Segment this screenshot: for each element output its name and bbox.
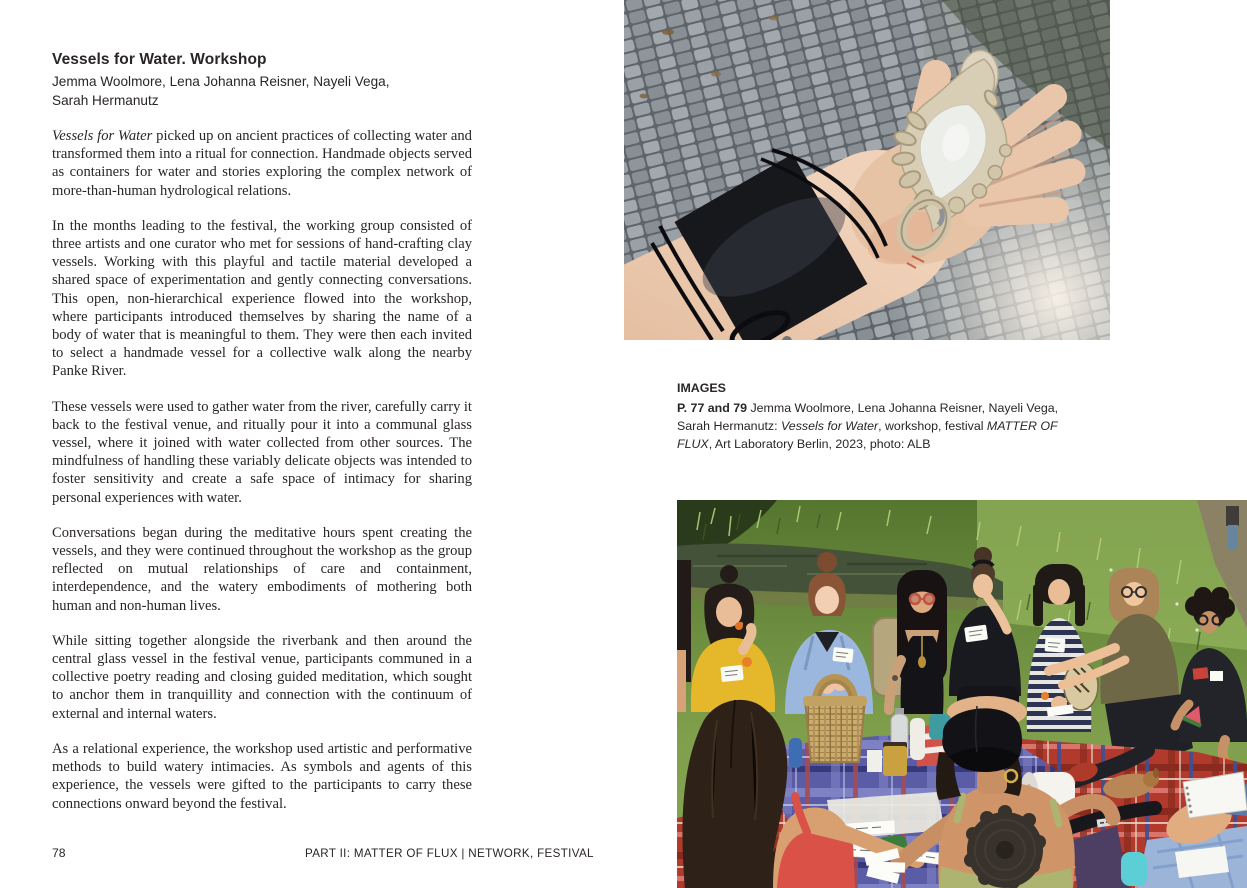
- caption-text: P. 77 and 79 Jemma Woolmore, Lena Johanna Reisner, Nayeli Vega, Sarah Hermanutz: Vessels for Water, workshop, festival MATTER OF FLUX, Art Laboratory Berlin, 2023, photo: ALB: [677, 401, 1059, 451]
- work-title-italic: Vessels for Water: [52, 128, 153, 144]
- amber-jar: [883, 746, 907, 776]
- image-caption: [677, 379, 1089, 453]
- article-authors: [52, 73, 472, 110]
- paragraph-5: While sitting together alongside the riverbank and then around the central glass vessel in the festival venue, participants communed in a collective poetry reading and closing guided meditation, which sought to anchor them in tranquillity and connection with the continuum of external and internal waters.: [52, 632, 472, 722]
- paragraph-3: These vessels were used to gather water from the river, carefully carry it back to the festival venue, and ritually pour it into a communal glass vessel, where it joined with water collected from other sources. The mindfulness of handling these variably delicate objects was intended to foster sensitivity and create a safe space of intimacy for sharing personal experiences with water.: [52, 398, 472, 506]
- cyan-bottle: [1121, 852, 1147, 886]
- photo-riverbank-workshop: [677, 500, 1247, 888]
- photo-hand-vessel-art: [624, 0, 1110, 340]
- authors-line-2: Sarah Hermanutz: [52, 92, 159, 108]
- paragraph-2: In the months leading to the festival, the working group consisted of three artists and one curator who met for sessions of hand-crafting clay vessels. Working with this playful and tactile material developed a shared space of experimentation and gently connecting conversations. This open, non-hierarchical experience flowed into the workshop, where participants introduced themselves by sharing the name of a body of water that is meaningful to them. They were then each invited to select a handmade vessel for a collective walk along the nearby Panke River.: [52, 217, 472, 380]
- photo-hand-vessel: [624, 0, 1110, 340]
- caption-page-refs: P. 77 and 79: [677, 401, 748, 415]
- caption-heading: IMAGES: [677, 381, 726, 395]
- orange-wristband: [742, 657, 752, 667]
- paragraph-4: Conversations began during the meditative hours spent creating the vessels, and they were continued throughout the workshop as the group reflected on mutual relationships of care and containment, interdependence, and the watery embodiments of mothering both human and non-human lives.: [52, 524, 472, 614]
- red-name-tag: [1193, 667, 1209, 680]
- photo-riverbank-art: [677, 500, 1247, 888]
- pendant: [918, 656, 926, 668]
- page-number: 78: [52, 846, 66, 860]
- arm-tattoo: [892, 675, 898, 681]
- caption-festival-title: MATTER OF FLUX: [677, 419, 1058, 451]
- authors-line-1: Jemma Woolmore, Lena Johanna Reisner, Nayeli Vega,: [52, 74, 390, 89]
- paragraph-1: Vessels for Water picked up on ancient practices of collecting water and transformed them into a ritual for connection. Handmade objects served as containers for water and stories exploring the complex network of more-than-human hydrological relations.: [52, 128, 472, 199]
- paragraph-6: As a relational experience, the workshop used artistic and performative methods to build watery intimacies. As symbols and agents of this experience, the vessels were gifted to the participants to carry these connections onward beyond the festival.: [52, 740, 472, 812]
- caption-work-title: Vessels for Water: [781, 419, 879, 433]
- article-column: [52, 50, 472, 830]
- white-cup: [867, 750, 882, 772]
- article-title: Vessels for Water. Workshop: [52, 51, 267, 68]
- running-title: PART II: MATTER OF FLUX | NETWORK, FESTIVAL: [305, 847, 594, 860]
- white-bottle: [910, 718, 925, 760]
- blue-bottle: [789, 738, 802, 768]
